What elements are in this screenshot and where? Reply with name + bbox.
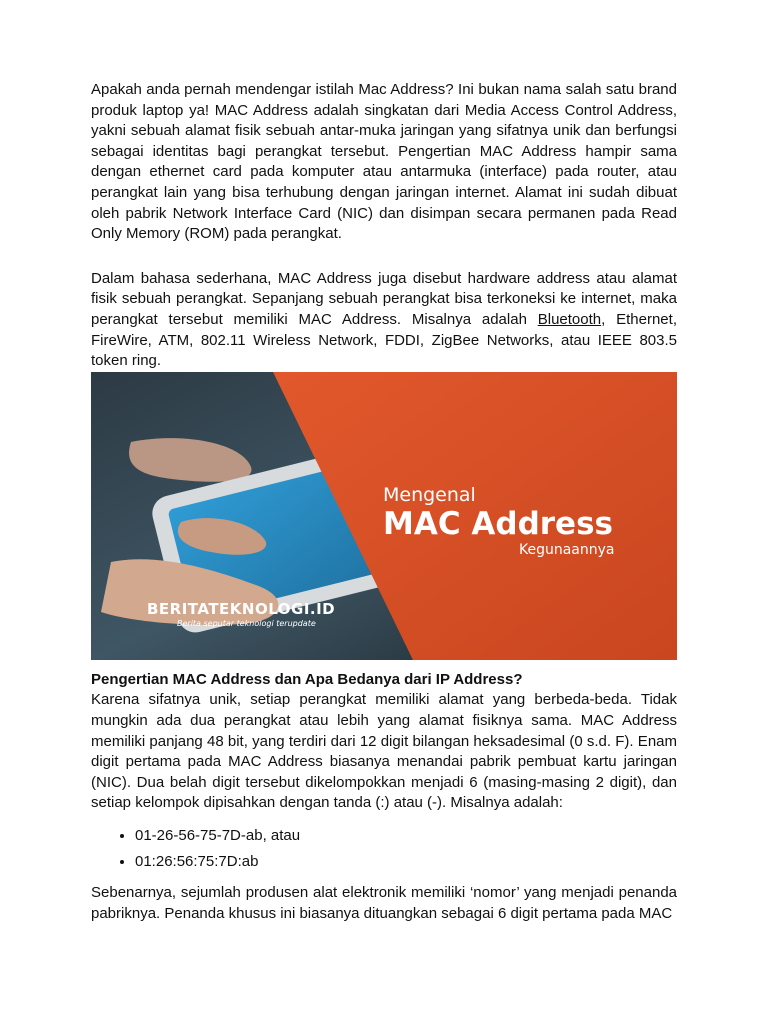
- article: [91, 80, 677, 924]
- bluetooth-link[interactable]: Bluetooth: [537, 310, 602, 328]
- closing-paragraph: Sebenarnya, sejumlah produsen alat elektronik memiliki ‘nomor’ yang menjadi penanda pabriknya. Penanda khusus ini biasanya dituangkan sebagai 6 digit pertama pada MAC: [91, 884, 677, 922]
- hero-line3: Kegunaannya: [519, 541, 615, 558]
- hero-tagline: Berita seputar teknologi terupdate: [177, 618, 316, 628]
- section-heading: Pengertian MAC Address dan Apa Bedanya dari IP Address?: [91, 670, 523, 688]
- intro-paragraph: Apakah anda pernah mendengar istilah Mac Address? Ini bukan nama salah satu brand produk laptop ya! MAC Address adalah singkatan dari Media Access Control Address, yakni sebuah alamat fisik sebuah antar-muka jaringan yang sifatnya unik dan berfungsi sebagai identitas bagi perangkat tersebut. Pengertian MAC Address hampir sama dengan ethernet card pada komputer atau antarmuka (interface) pada router, atau perangkat lain yang bisa terhubung dengan jaringan internet. Alamat ini sudah dibuat oleh pabrik Network Interface Card (NIC) dan disimpan secara permanen pada Read Only Memory (ROM) pada perangkat.: [91, 81, 677, 243]
- definition-text-end: , Ethernet, FireWire, ATM, 802.11 Wireless Network, FDDI, ZigBee Networks, atau IEEE 803.5 token ring.: [91, 310, 677, 370]
- hero-brand: BERITATEKNOLOGI.ID: [147, 599, 336, 618]
- definition-paragraph: [91, 269, 677, 372]
- explanation-paragraph: Karena sifatnya unik, setiap perangkat memiliki alamat yang berbeda-beda. Tidak mungkin ada dua perangkat atau lebih yang alamat fisiknya sama. MAC Address memiliki panjang 48 bit, yang terdiri dari 12 digit bilangan heksadesimal (0 s.d. F). Enam digit pertama pada MAC Address biasanya menandai pabrik pembuat kartu jaringan (NIC). Dua belah digit tersebut dikelompokkan menjadi 6 (masing-masing 2 digit), dan setiap kelompok dipisahkan dengan tanda (:) atau (-). Misalnya adalah:: [91, 691, 677, 812]
- list-item: • 01-26-56-75-7D-ab, atau: [135, 826, 677, 847]
- list-item: • 01:26:56:75:7D:ab: [135, 852, 677, 873]
- definition-text-start: Dalam bahasa sederhana, MAC Address juga disebut hardware address atau alamat fisik sebuah perangkat. Sepanjang sebuah perangkat bisa terkoneksi ke internet, maka perangkat tersebut memiliki MAC Address. Misalnya adalah: [91, 269, 677, 328]
- hero-line2: MAC Address: [383, 505, 613, 542]
- hero-line1: Mengenal: [383, 483, 476, 506]
- hero-image: [91, 372, 677, 660]
- example-list: [91, 826, 677, 873]
